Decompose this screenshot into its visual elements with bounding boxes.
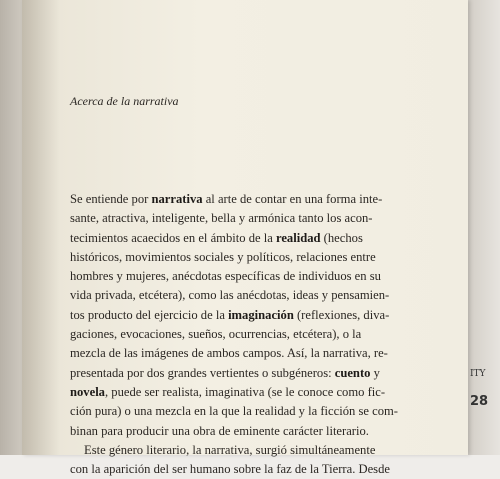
text-line <box>70 190 388 209</box>
text-line <box>70 344 388 363</box>
text-run: gaciones, evocaciones, sueños, ocurrencias, etcétera), o la <box>70 327 362 342</box>
text-line <box>70 286 388 305</box>
text-line <box>70 402 398 421</box>
bold-term: narrativa <box>151 192 203 206</box>
text-line <box>70 248 388 267</box>
text-run: vida privada, etcétera), como las anécdotas, ideas y pensamien- <box>70 288 390 303</box>
next-page-number: 28 <box>470 394 489 409</box>
text-run: ción pura) o una mezcla en la que la realidad y la ficción se com- <box>70 404 398 419</box>
text-run: tecimientos acaecidos en el ámbito de la <box>70 230 276 245</box>
text-line <box>70 306 388 325</box>
text-run: sante, atractiva, inteligente, bella y armónica tanto los acon- <box>70 211 373 226</box>
page-fold-shadow <box>22 0 60 455</box>
text-run: hombres y mujeres, anécdotas específicas de individuos en su <box>70 269 381 284</box>
text-run: binan para producir una obra de eminente carácter literario. <box>70 423 369 438</box>
text-run: y <box>370 365 380 380</box>
text-run: Se entiende por <box>70 192 152 206</box>
text-run: al arte de contar en una forma inte- <box>202 192 383 206</box>
text-line <box>70 383 388 402</box>
bold-term: imaginación <box>228 307 294 322</box>
text-run: Este género literario, la narrativa, surgió simultáneamente <box>84 442 376 457</box>
text-line <box>70 325 388 344</box>
bold-term: novela <box>70 384 105 399</box>
text-run: (hechos <box>320 230 363 245</box>
body-paragraph <box>70 190 398 479</box>
bold-term: cuento <box>334 365 371 380</box>
text-line <box>70 209 388 228</box>
next-page-fragment: ITY <box>470 369 486 379</box>
next-page-edge <box>470 360 488 416</box>
text-run: tos producto del ejercicio de la <box>70 307 229 322</box>
text-run: mezcla de las imágenes de ambos campos. Así, la narrativa, re- <box>70 346 388 361</box>
text-run: (reflexiones, diva- <box>293 307 390 322</box>
text-run: con la aparición del ser humano sobre la faz de la Tierra. Desde <box>70 462 390 477</box>
text-run: presentada por dos grandes vertientes o subgéneros: <box>70 365 335 380</box>
text-line <box>70 422 388 441</box>
section-title: Acerca de la narrativa <box>70 94 179 108</box>
text-line <box>70 364 388 383</box>
text-run: , puede ser realista, imaginativa (se le conoce como fic- <box>104 384 386 399</box>
text-run: históricos, movimientos sociales y políticos, relaciones entre <box>70 249 376 264</box>
text-line <box>70 441 388 460</box>
text-line <box>70 267 388 286</box>
text-line <box>70 229 388 248</box>
text-line <box>70 460 388 479</box>
bold-term: realidad <box>275 230 321 245</box>
